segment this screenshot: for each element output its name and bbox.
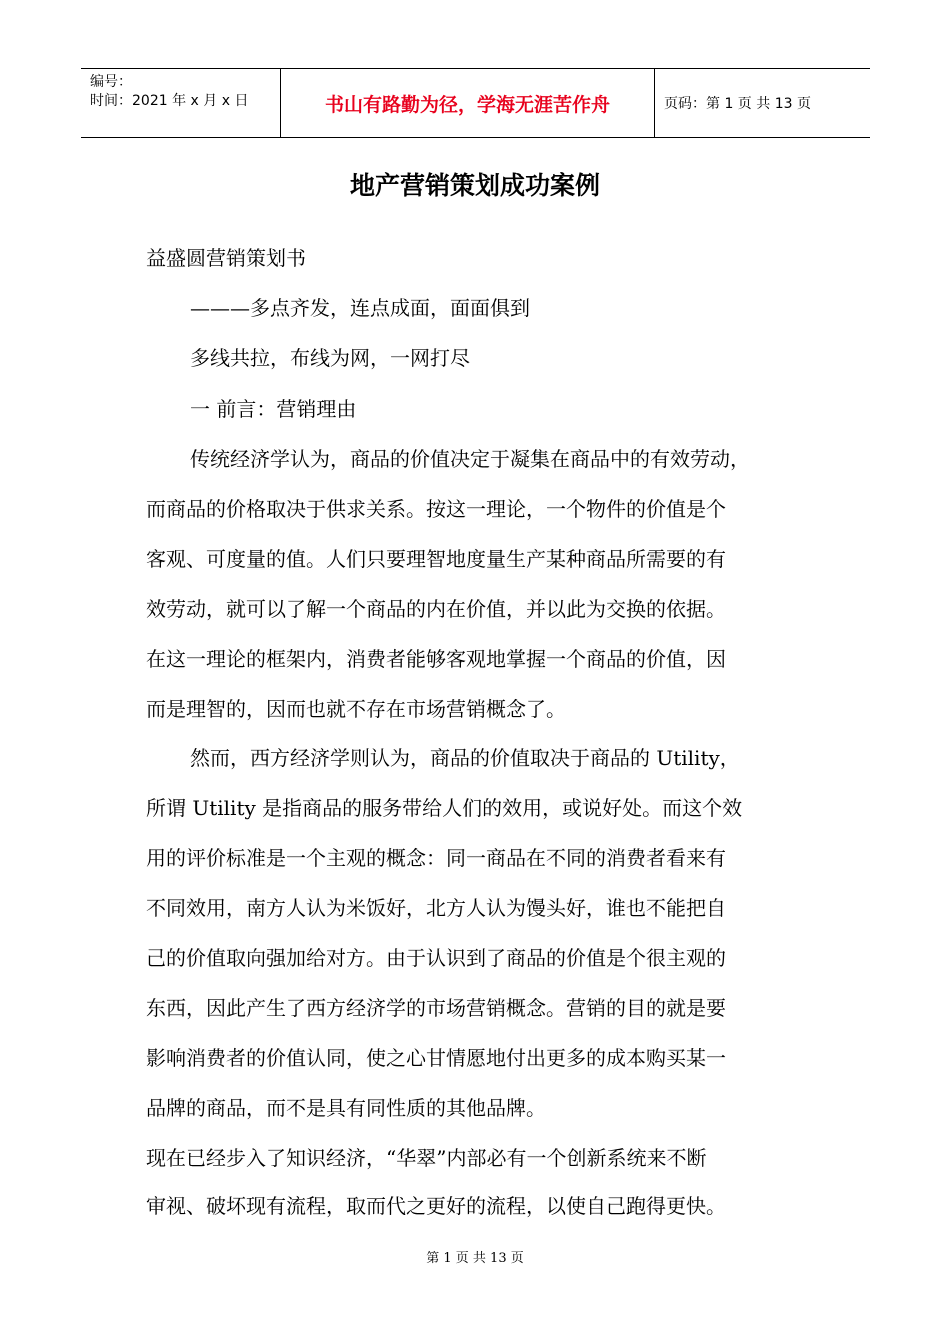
text-line: 现在已经步入了知识经济，“华翠”内部必有一个创新系统来不断 — [146, 1146, 707, 1170]
document-header — [81, 68, 870, 138]
text-line: 益盛圆营销策划书 — [146, 246, 306, 270]
header-meta — [90, 73, 248, 111]
text-line: 而商品的价格取决于供求关系。按这一理论，一个物件的价值是个 — [146, 497, 726, 521]
text-line: 品牌的商品，而不是具有同性质的其他品牌。 — [146, 1096, 546, 1120]
text-line: 东西，因此产生了西方经济学的市场营销概念。营销的目的就是要 — [146, 996, 726, 1020]
text-line: 在这一理论的框架内，消费者能够客观地掌握一个商品的价值，因 — [146, 647, 726, 671]
text-line: 己的价值取向强加给对方。由于认识到了商品的价值是个很主观的 — [146, 946, 726, 970]
page-footer: 第 1 页 共 13 页 — [426, 1251, 524, 1266]
text-line: 客观、可度量的值。人们只要理智地度量生产某种商品所需要的有 — [146, 547, 726, 571]
number-label: 编号： — [90, 74, 132, 90]
text-line: 多线共拉，布线为网，一网打尽 — [190, 346, 470, 370]
time-label: 时间：2021 年 x 月 x 日 — [90, 93, 249, 109]
text-line: 所谓 Utility 是指商品的服务带给人们的效用，或说好处。而这个效 — [146, 796, 743, 820]
text-line: 审视、破坏现有流程，取而代之更好的流程，以使自己跑得更快。 — [146, 1194, 726, 1218]
text-line: 效劳动，就可以了解一个商品的内在价值，并以此为交换的依据。 — [146, 597, 726, 621]
text-line: 不同效用，南方人认为米饭好，北方人认为馒头好，谁也不能把自 — [146, 896, 726, 920]
text-line: ———多点齐发，连点成面，面面俱到 — [190, 296, 530, 320]
text-line: 传统经济学认为，商品的价值决定于凝集在商品中的有效劳动， — [190, 447, 750, 471]
text-line: 影响消费者的价值认同，使之心甘情愿地付出更多的成本购买某一 — [146, 1046, 726, 1070]
header-motto: 书山有路勤为径，学海无涯苦作舟 — [324, 93, 610, 116]
text-line: 用的评价标准是一个主观的概念：同一商品在不同的消费者看来有 — [146, 846, 726, 870]
header-divider — [654, 69, 655, 137]
section-heading: 一 前言：营销理由 — [190, 397, 357, 421]
document-title: 地产营销策划成功案例 — [349, 171, 600, 200]
text-line: 而是理智的，因而也就不存在市场营销概念了。 — [146, 697, 566, 721]
header-page-info: 页码：第 1 页 共 13 页 — [664, 96, 811, 112]
text-line: 然而，西方经济学则认为，商品的价值取决于商品的 Utility， — [190, 746, 740, 770]
